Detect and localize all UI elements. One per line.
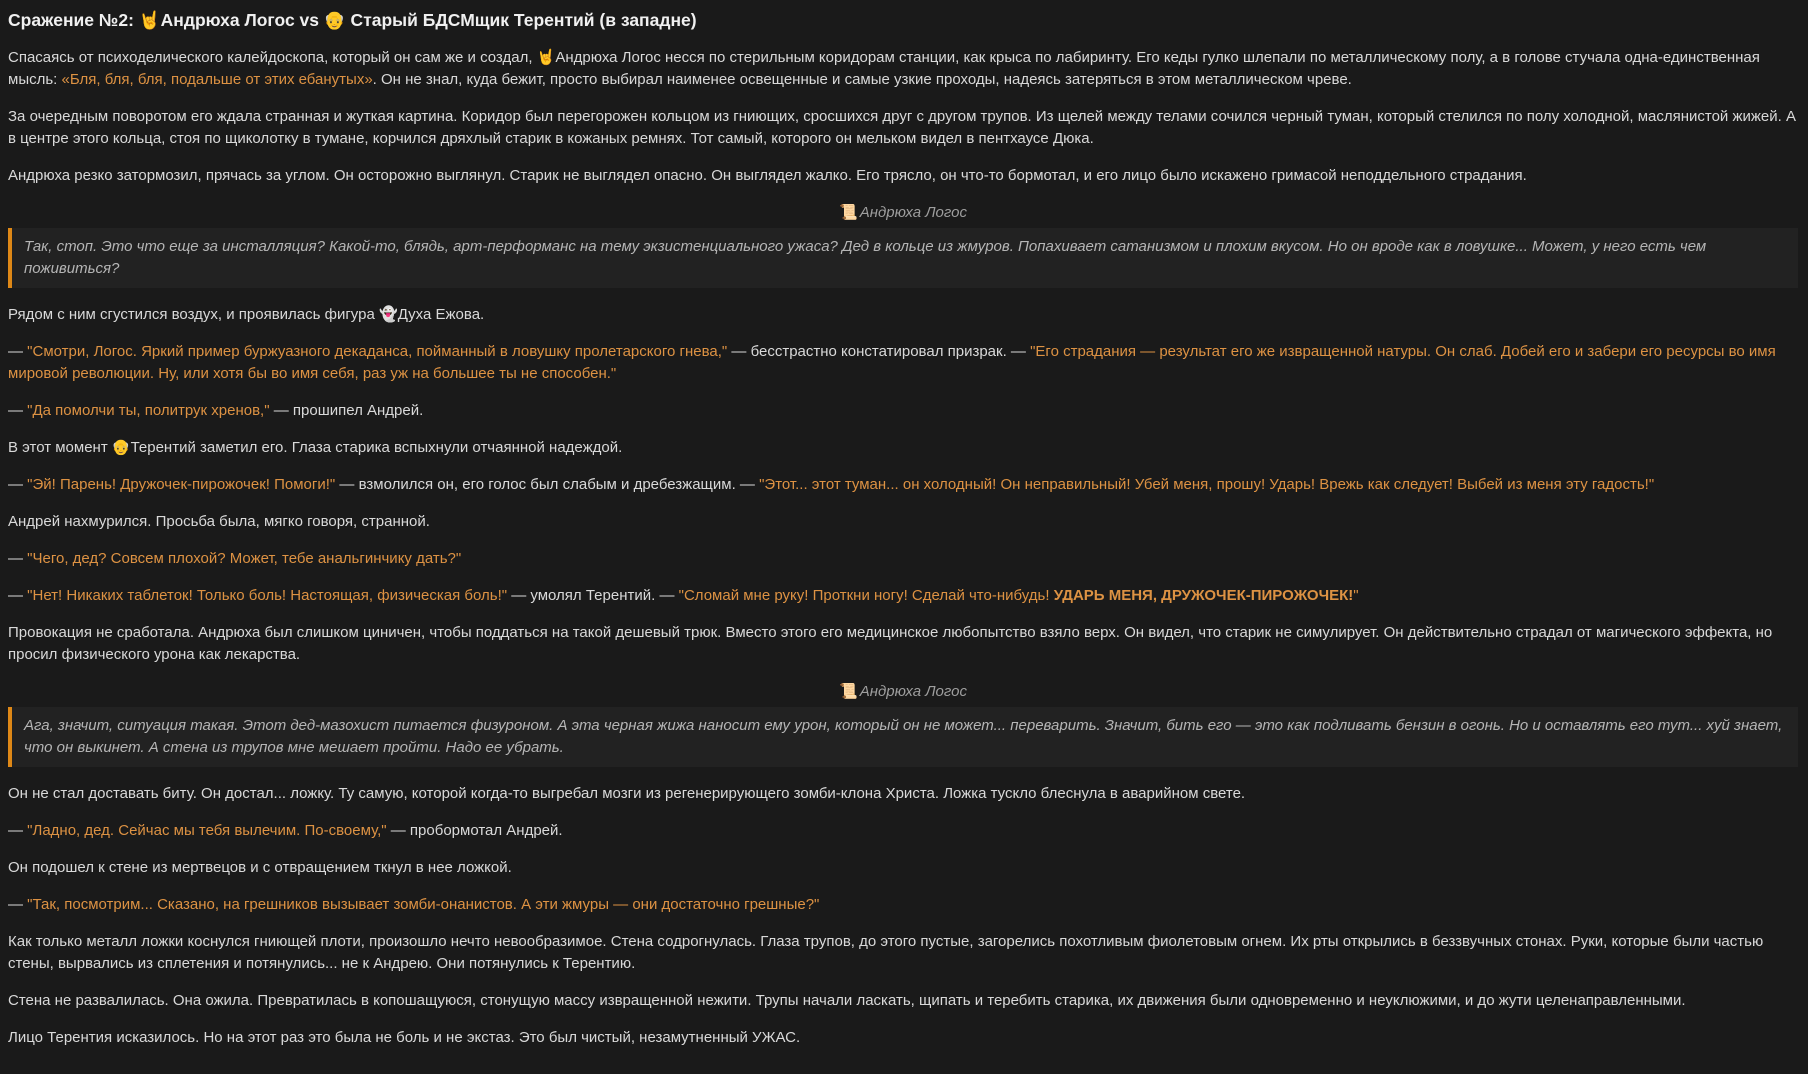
story-paragraph — [8, 165, 1798, 187]
dialogue-text: " — [1353, 587, 1359, 604]
narration-text: — пробормотал Андрей. — [386, 822, 563, 839]
story-paragraph — [8, 585, 1798, 607]
narration-text: Андрей нахмурился. Просьба была, мягко говоря, странной. — [8, 513, 430, 530]
story-paragraph — [8, 783, 1798, 805]
ghost-icon: 👻 — [379, 306, 398, 323]
story-paragraph — [8, 474, 1798, 496]
story-paragraph — [8, 931, 1798, 975]
narration-text: — — [8, 896, 28, 913]
speaker-name: Андрюха Логос — [859, 204, 967, 221]
narration-text: Андрюха резко затормозил, прячась за углом. Он осторожно выглянул. Старик не выглядел опасно. Он выглядел жалко. Его трясло, он что-то бормотал, и его лицо было искажено гримасой неподдельного страдания. — [8, 167, 1527, 184]
narration-text: За очередным поворотом его ждала странная и жуткая картина. Коридор был перегорожен кольцом из гниющих, сросшихся друг с другом трупов. Из щелей между телами сочился черный туман, который стелился по полу холодной, маслянистой жижей. А в центре этого кольца, стоя по щиколотку в тумане, корчился дряхлый старик в кожаных ремнях. Тот самый, которого он мельком видел в пентхаусе Дюка. — [8, 108, 1796, 147]
narration-text: Андрюха Логос несся по стерильным коридорам станции, как крыса по лабиринту. Его кеды гулко шлепали по металлическому полу, а в голове стучала одна-единственная мысль: — [8, 49, 1760, 88]
narration-text: — — [8, 587, 28, 604]
narration-text: — — [8, 402, 28, 419]
narration-text: Лицо Терентия исказилось. Но на этот раз это была не боль и не экстаз. Это был чистый, незамутненный УЖАС. — [8, 1029, 801, 1046]
old-man-icon: 👴 — [111, 439, 131, 456]
story-paragraph — [8, 622, 1798, 666]
speaker-header — [8, 202, 1798, 224]
scroll-icon: 📜 — [839, 204, 858, 221]
story-paragraph — [8, 400, 1798, 422]
page-title — [8, 8, 1798, 32]
narration-text: — — [8, 550, 28, 567]
dialogue-text: "Его страдания — результат его же извращенной натуры. Он слаб. Добей его и забери его ресурсы во имя мировой революции. Ну, или хотя бы во имя себя, раз уж на большее ты не способен." — [8, 343, 1776, 382]
narration-text: Он подошел к стене из мертвецов и с отвращением ткнул в нее ложкой. — [8, 859, 512, 876]
story-paragraph — [8, 990, 1798, 1012]
dialogue-text: УДАРЬ МЕНЯ, ДРУЖОЧЕК-ПИРОЖОЧЕК! — [1053, 587, 1354, 604]
narration-text: Он не стал доставать биту. Он достал... ложку. Ту самую, которой когда-то выгребал мозги из регенерирующего зомби-клона Христа. Ложка тускло блеснула в аварийном свете. — [8, 785, 1246, 802]
dialogue-text: «Бля, бля, бля, подальше от этих ебанутых» — [61, 71, 373, 88]
narration-text: Андрюха Логос vs — [160, 10, 324, 30]
narration-text: — — [8, 476, 28, 493]
narration-text: Старый БДСМщик Терентий (в западне) — [345, 10, 697, 30]
dialogue-text: "Чего, дед? Совсем плохой? Может, тебе анальгинчику дать?" — [27, 550, 462, 567]
rock-hand-icon: 🤘 — [138, 10, 161, 30]
narration-text: — — [8, 343, 28, 360]
narration-text: Духа Ежова. — [397, 306, 485, 323]
story-paragraph — [8, 47, 1798, 91]
narration-text: В этот момент — [8, 439, 112, 456]
narration-text: Спасаясь от психоделического калейдоскопа, который он сам же и создал, — [8, 49, 537, 66]
dialogue-text: "Эй! Парень! Дружочек-пирожочек! Помоги!" — [27, 476, 336, 493]
story-paragraph — [8, 511, 1798, 533]
narration-text: Провокация не сработала. Андрюха был слишком циничен, чтобы поддаться на такой дешевый трюк. Вместо этого его медицинское любопытство взяло верх. Он видел, что старик не симулирует. Он действительно страдал от магического эффекта, но просил физического урона как лекарства. — [8, 624, 1773, 663]
story-paragraph — [8, 894, 1798, 916]
narration-text: — — [8, 822, 28, 839]
narration-text: Как только металл ложки коснулся гниющей плоти, произошло нечто невообразимое. Стена содрогнулась. Глаза трупов, до этого пустые, загорелись похотливым фиолетовым огнем. Их рты открылись в беззвучных стонах. Руки, которые были частью стены, вырвались из сплетения и потянулись... не к Андрею. Они потянулись к Терентию. — [8, 933, 1764, 972]
narration-text: Сражение №2: — [8, 10, 139, 30]
dialogue-text: "Да помолчи ты, политрук хренов," — [27, 402, 270, 419]
dialogue-text: "Сломай мне руку! Проткни ногу! Сделай что-нибудь! — [678, 587, 1054, 604]
dialogue-text: "Нет! Никаких таблеток! Только боль! Настоящая, физическая боль!" — [27, 587, 508, 604]
dialogue-text: "Так, посмотрим... Сказано, на грешников вызывает зомби-онанистов. А эти жмуры — они достаточно грешные?" — [27, 896, 820, 913]
narration-text: Терентий заметил его. Глаза старика вспыхнули отчаянной надеждой. — [130, 439, 623, 456]
story-paragraph — [8, 857, 1798, 879]
rock-hand-icon: 🤘 — [536, 49, 556, 66]
story-paragraph — [8, 341, 1798, 385]
old-man-icon: 👴 — [323, 10, 346, 30]
narration-text: — прошипел Андрей. — [269, 402, 424, 419]
story-paragraph — [8, 1027, 1798, 1049]
narration-text: Стена не развалилась. Она ожила. Превратилась в копошащуюся, стонущую массу извращенной нежити. Трупы начали ласкать, щипать и теребить старика, их движения были одновременно и неуклюжими, и до жути целенаправленными. — [8, 992, 1686, 1009]
narration-text: — взмолился он, его голос был слабым и дребезжащим. — — [335, 476, 760, 493]
dialogue-text: "Смотри, Логос. Яркий пример буржуазного декаданса, пойманный в ловушку пролетарского гнева," — [27, 343, 728, 360]
story-paragraph — [8, 304, 1798, 326]
narration-text: — бесстрастно констатировал призрак. — — [727, 343, 1031, 360]
speaker-name: Андрюха Логос — [859, 683, 967, 700]
narration-text: — умолял Терентий. — — [507, 587, 679, 604]
inner-monologue-quote: Ага, значит, ситуация такая. Этот дед-мазохист питается физуроном. А эта черная жижа наносит ему урон, который он не может... переварить. Значит, бить его — это как подливать бензин в огонь. Но и оставлять его тут... хуй знает, что он выкинет. А стена из трупов мне мешает пройти. Надо ее убрать. — [8, 707, 1798, 767]
speaker-header — [8, 681, 1798, 703]
narration-text: Рядом с ним сгустился воздух, и проявилась фигура — [8, 306, 379, 323]
dialogue-text: "Этот... этот туман... он холодный! Он неправильный! Убей меня, прошу! Ударь! Врежь как следует! Выбей из меня эту гадость!" — [759, 476, 1655, 493]
dialogue-text: "Ладно, дед. Сейчас мы тебя вылечим. По-своему," — [27, 822, 387, 839]
narration-text: . Он не знал, куда бежит, просто выбирал наименее освещенные и самые узкие проходы, надеясь затеряться в этом металлическом чреве. — [372, 71, 1352, 88]
scroll-icon: 📜 — [839, 683, 858, 700]
story-paragraph — [8, 437, 1798, 459]
story-paragraph — [8, 548, 1798, 570]
story-paragraph — [8, 820, 1798, 842]
story-paragraph — [8, 106, 1798, 150]
inner-monologue-quote: Так, стоп. Это что еще за инсталляция? Какой-то, блядь, арт-перформанс на тему экзистенциального ужаса? Дед в кольце из жмуров. Попахивает сатанизмом и плохим вкусом. Но он вроде как в ловушке... Может, у него есть чем поживиться? — [8, 228, 1798, 288]
